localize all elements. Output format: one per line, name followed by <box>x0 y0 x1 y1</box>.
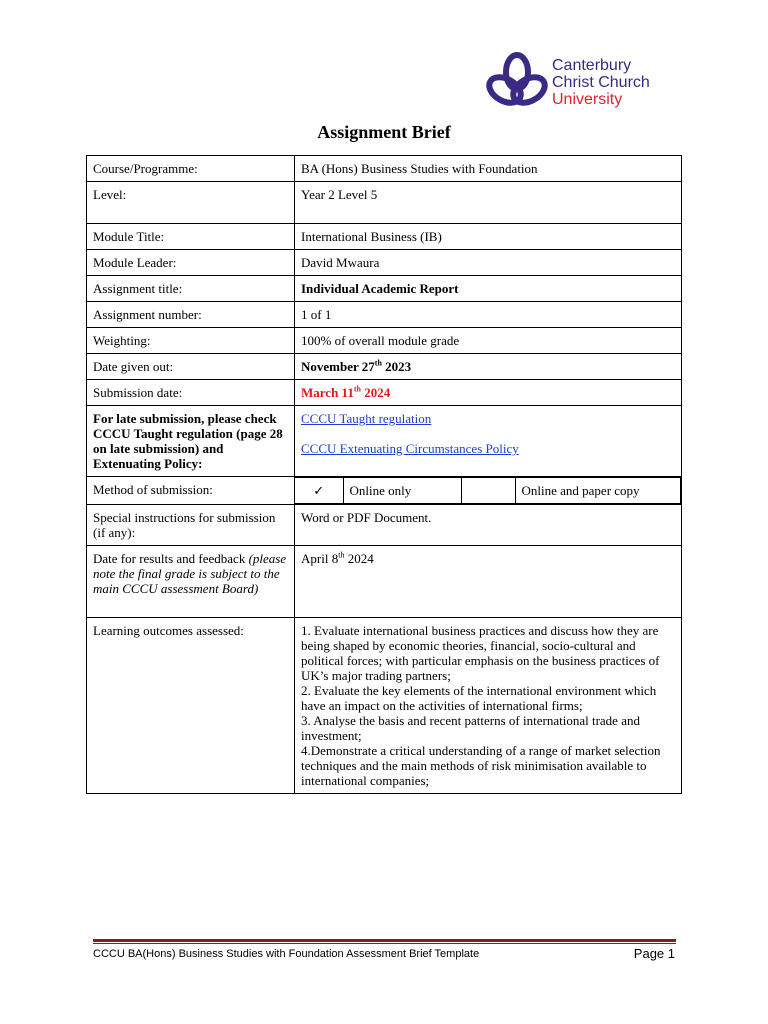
date-given-day: November 27 <box>301 359 375 374</box>
level-value: Year 2 Level 5 <box>295 182 682 224</box>
results-date-note: (please note the final grade is subject to the main CCCU assessment Board) <box>93 551 287 596</box>
method-label: Method of submission: <box>87 477 295 505</box>
submission-date-year: 2024 <box>360 385 391 400</box>
extenuating-policy-link[interactable]: CCCU Extenuating Circumstances Policy <box>301 441 519 456</box>
date-given-value <box>295 354 682 380</box>
submission-date-label: Submission date: <box>87 380 295 406</box>
learning-outcomes-list <box>295 618 682 794</box>
learning-outcome-3: 3. Analyse the basis and recent patterns of international trade and investment; <box>301 713 640 743</box>
table-row <box>87 250 682 276</box>
logo-text-line1: Canterbury <box>552 57 632 74</box>
assignment-number-label: Assignment number: <box>87 302 295 328</box>
table-row <box>87 354 682 380</box>
table-row <box>87 546 682 618</box>
results-date-label-cell <box>87 546 295 618</box>
table-row <box>87 380 682 406</box>
assignment-number-value: 1 of 1 <box>295 302 682 328</box>
table-row <box>87 505 682 546</box>
online-only-checkmark-icon[interactable]: ✓ <box>295 478 343 504</box>
table-row <box>87 618 682 794</box>
method-options-table <box>295 477 681 504</box>
special-instructions-label: Special instructions for submission (if any): <box>87 505 295 546</box>
results-date-year: 2024 <box>344 551 374 566</box>
module-title-label: Module Title: <box>87 224 295 250</box>
logo-text-line3: University <box>552 91 623 108</box>
footer-text: CCCU BA(Hons) Business Studies with Foundation Assessment Brief Template <box>93 948 480 960</box>
table-row <box>87 406 682 477</box>
table-row <box>87 477 682 505</box>
late-submission-label: For late submission, please check CCCU Taught regulation (page 28 on late submission) and Extenuating Policy: <box>87 406 295 477</box>
learning-outcome-1: 1. Evaluate international business practices and discuss how they are being shaped by economic theories, financial, socio-cultural and political forces; with particular emphasis on the business practices of UK’s major trading partners; <box>301 623 660 683</box>
table-row <box>87 156 682 182</box>
submission-date-suffix: th <box>353 384 361 394</box>
results-date-label: Date for results and feedback <box>93 551 246 566</box>
results-date-day: April 8 <box>301 551 339 566</box>
date-given-label: Date given out: <box>87 354 295 380</box>
module-leader-value: David Mwaura <box>295 250 682 276</box>
table-row <box>87 276 682 302</box>
trinity-knot-icon <box>486 52 548 110</box>
assignment-brief-table <box>86 155 682 794</box>
online-paper-checkbox[interactable] <box>461 478 515 504</box>
weighting-label: Weighting: <box>87 328 295 354</box>
online-only-option: Online only <box>343 478 461 504</box>
results-date-value <box>295 546 682 618</box>
table-row <box>87 302 682 328</box>
learning-outcome-4: 4.Demonstrate a critical understanding of a range of market selection techniques and the main methods of risk minimisation available to international companies; <box>301 743 661 788</box>
assignment-title-label: Assignment title: <box>87 276 295 302</box>
weighting-value: 100% of overall module grade <box>295 328 682 354</box>
logo-text-line2: Christ Church <box>552 74 650 91</box>
page-title: Assignment Brief <box>317 122 451 142</box>
page-number: Page 1 <box>633 946 675 961</box>
date-given-year: 2023 <box>381 359 412 374</box>
footer-rule-thick <box>93 939 676 942</box>
learning-outcomes-label: Learning outcomes assessed: <box>87 618 295 794</box>
course-label: Course/Programme: <box>87 156 295 182</box>
submission-date-day: March 11 <box>301 385 354 400</box>
university-logo <box>486 52 676 112</box>
taught-regulation-link[interactable]: CCCU Taught regulation <box>301 411 432 426</box>
module-title-value: International Business (IB) <box>295 224 682 250</box>
table-row <box>87 328 682 354</box>
method-options <box>295 477 682 505</box>
submission-date-value <box>295 380 682 406</box>
level-label: Level: <box>87 182 295 224</box>
table-row <box>87 224 682 250</box>
course-value: BA (Hons) Business Studies with Foundation <box>295 156 682 182</box>
learning-outcome-2: 2. Evaluate the key elements of the international environment which have an impact on the activities of international firms; <box>301 683 657 713</box>
table-row <box>87 182 682 224</box>
online-paper-option: Online and paper copy <box>515 478 681 504</box>
date-given-suffix: th <box>374 358 382 368</box>
footer-rule-thin <box>93 943 676 944</box>
special-instructions-value: Word or PDF Document. <box>295 505 682 546</box>
results-date-suffix: th <box>338 550 345 560</box>
module-leader-label: Module Leader: <box>87 250 295 276</box>
late-submission-links <box>295 406 682 477</box>
assignment-title-value: Individual Academic Report <box>295 276 682 302</box>
